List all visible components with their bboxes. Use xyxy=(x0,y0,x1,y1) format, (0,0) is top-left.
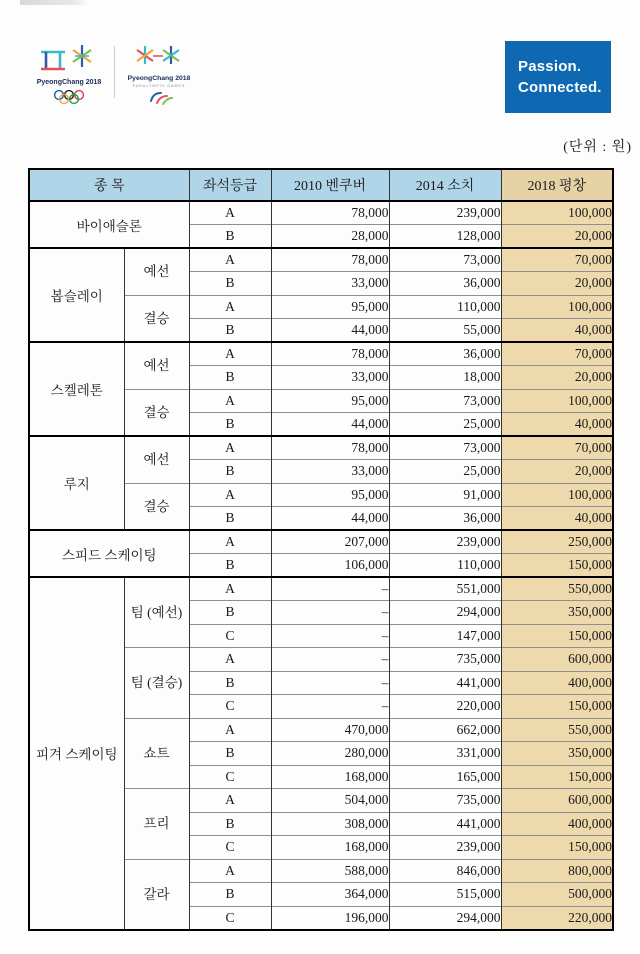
price-2018-cell: 100,000 xyxy=(501,389,613,413)
price-2014-cell: 441,000 xyxy=(389,671,501,695)
grade-cell: B xyxy=(189,413,271,437)
sport-cell: 스피드 스케이팅 xyxy=(29,530,189,577)
price-2018-cell: 150,000 xyxy=(501,836,613,860)
price-2010-cell: 33,000 xyxy=(271,460,389,484)
price-2018-cell: 550,000 xyxy=(501,718,613,742)
section-스켈레톤 xyxy=(29,342,613,436)
price-2014-cell: 25,000 xyxy=(389,460,501,484)
price-2014-cell: 73,000 xyxy=(389,389,501,413)
price-2018-cell: 800,000 xyxy=(501,859,613,883)
section-피겨 스케이팅 xyxy=(29,577,613,930)
grade-cell: A xyxy=(189,577,271,601)
price-2014-cell: 239,000 xyxy=(389,530,501,554)
grade-cell: A xyxy=(189,248,271,272)
price-2010-cell: 106,000 xyxy=(271,554,389,578)
price-2018-cell: 220,000 xyxy=(501,906,613,930)
price-2014-cell: 294,000 xyxy=(389,906,501,930)
price-2018-cell: 550,000 xyxy=(501,577,613,601)
olympic-wordmark-text: PyeongChang 2018 xyxy=(36,79,102,86)
ticket-price-table-wrap xyxy=(28,168,614,931)
price-2018-cell: 100,000 xyxy=(501,483,613,507)
price-2018-cell: 20,000 xyxy=(501,366,613,390)
table-row xyxy=(29,248,613,272)
price-2010-cell: 33,000 xyxy=(271,366,389,390)
pyeongchang-olympic-logo xyxy=(36,42,108,108)
section-바이애슬론 xyxy=(29,201,613,248)
price-2010-cell: 207,000 xyxy=(271,530,389,554)
price-2014-cell: 73,000 xyxy=(389,248,501,272)
price-2018-cell: 40,000 xyxy=(501,413,613,437)
grade-cell: A xyxy=(189,389,271,413)
price-2014-cell: 515,000 xyxy=(389,883,501,907)
price-2010-cell: 95,000 xyxy=(271,483,389,507)
table-row xyxy=(29,201,613,225)
price-2014-cell: 551,000 xyxy=(389,577,501,601)
price-2018-cell: 500,000 xyxy=(501,883,613,907)
price-2010-cell: 78,000 xyxy=(271,248,389,272)
price-2014-cell: 294,000 xyxy=(389,601,501,625)
price-2010-cell: – xyxy=(271,695,389,719)
round-cell: 프리 xyxy=(124,789,189,860)
price-2018-cell: 350,000 xyxy=(501,601,613,625)
price-2018-cell: 350,000 xyxy=(501,742,613,766)
price-2010-cell: – xyxy=(271,671,389,695)
grade-cell: B xyxy=(189,601,271,625)
price-2010-cell: 28,000 xyxy=(271,225,389,249)
price-2018-cell: 400,000 xyxy=(501,671,613,695)
price-2014-cell: 91,000 xyxy=(389,483,501,507)
section-봅슬레이 xyxy=(29,248,613,342)
price-2014-cell: 331,000 xyxy=(389,742,501,766)
price-2018-cell: 20,000 xyxy=(501,460,613,484)
grade-cell: C xyxy=(189,695,271,719)
table-row xyxy=(29,577,613,601)
col-header-1: 좌석등급 xyxy=(189,169,271,201)
sport-cell: 봅슬레이 xyxy=(29,248,124,342)
round-cell: 팀 (결승) xyxy=(124,648,189,719)
grade-cell: A xyxy=(189,483,271,507)
price-2018-cell: 20,000 xyxy=(501,225,613,249)
price-2014-cell: 73,000 xyxy=(389,436,501,460)
round-cell: 결승 xyxy=(124,295,189,342)
price-2010-cell: 504,000 xyxy=(271,789,389,813)
price-2010-cell: 44,000 xyxy=(271,507,389,531)
price-2010-cell: 95,000 xyxy=(271,389,389,413)
olympic-rings-icon xyxy=(55,91,84,104)
price-2014-cell: 239,000 xyxy=(389,836,501,860)
grade-cell: B xyxy=(189,507,271,531)
price-2018-cell: 600,000 xyxy=(501,789,613,813)
round-cell: 결승 xyxy=(124,483,189,530)
grade-cell: B xyxy=(189,883,271,907)
paralympic-figures-icon xyxy=(137,46,179,64)
grade-cell: A xyxy=(189,295,271,319)
grade-cell: B xyxy=(189,319,271,343)
price-2014-cell: 55,000 xyxy=(389,319,501,343)
round-cell: 팀 (예선) xyxy=(124,577,189,648)
grade-cell: A xyxy=(189,859,271,883)
price-2010-cell: 588,000 xyxy=(271,859,389,883)
price-2018-cell: 150,000 xyxy=(501,695,613,719)
snowflake-icon xyxy=(73,45,91,67)
table-row xyxy=(29,530,613,554)
passion-connected-banner xyxy=(505,41,611,113)
grade-cell: C xyxy=(189,836,271,860)
price-2010-cell: – xyxy=(271,624,389,648)
price-2010-cell: 44,000 xyxy=(271,413,389,437)
price-2010-cell: 364,000 xyxy=(271,883,389,907)
passion-line2: Connected. xyxy=(518,79,602,96)
price-2018-cell: 40,000 xyxy=(501,507,613,531)
price-2010-cell: 78,000 xyxy=(271,436,389,460)
grade-cell: B xyxy=(189,671,271,695)
price-2014-cell: 36,000 xyxy=(389,272,501,296)
price-2018-cell: 150,000 xyxy=(501,624,613,648)
col-header-0: 종 목 xyxy=(29,169,189,201)
col-header-4: 2018 평창 xyxy=(501,169,613,201)
ticket-price-table xyxy=(28,168,614,931)
price-2014-cell: 735,000 xyxy=(389,789,501,813)
grade-cell: C xyxy=(189,624,271,648)
price-2010-cell: 168,000 xyxy=(271,765,389,789)
price-2014-cell: 36,000 xyxy=(389,507,501,531)
round-cell: 결승 xyxy=(124,389,189,436)
price-2010-cell: 168,000 xyxy=(271,836,389,860)
grade-cell: A xyxy=(189,201,271,225)
agitos-icon xyxy=(151,93,172,104)
price-2018-cell: 600,000 xyxy=(501,648,613,672)
round-cell: 갈라 xyxy=(124,859,189,930)
pyeongchang-paralympic-logo xyxy=(121,42,197,108)
sport-cell: 스켈레톤 xyxy=(29,342,124,436)
col-header-2: 2010 벤쿠버 xyxy=(271,169,389,201)
price-2014-cell: 220,000 xyxy=(389,695,501,719)
price-2014-cell: 110,000 xyxy=(389,295,501,319)
price-2010-cell: 95,000 xyxy=(271,295,389,319)
price-2010-cell: 33,000 xyxy=(271,272,389,296)
price-2014-cell: 18,000 xyxy=(389,366,501,390)
col-header-3: 2014 소치 xyxy=(389,169,501,201)
price-2018-cell: 400,000 xyxy=(501,812,613,836)
price-2010-cell: – xyxy=(271,601,389,625)
grade-cell: B xyxy=(189,225,271,249)
price-2010-cell: 44,000 xyxy=(271,319,389,343)
grade-cell: A xyxy=(189,436,271,460)
paralympic-subtitle-text: PARALYMPIC GAMES xyxy=(132,84,186,88)
price-2014-cell: 147,000 xyxy=(389,624,501,648)
sport-cell: 바이애슬론 xyxy=(29,201,189,248)
price-2014-cell: 36,000 xyxy=(389,342,501,366)
price-2010-cell: 308,000 xyxy=(271,812,389,836)
price-2010-cell: – xyxy=(271,648,389,672)
price-2018-cell: 100,000 xyxy=(501,295,613,319)
price-2014-cell: 128,000 xyxy=(389,225,501,249)
price-2014-cell: 25,000 xyxy=(389,413,501,437)
price-2010-cell: 470,000 xyxy=(271,718,389,742)
round-cell: 쇼트 xyxy=(124,718,189,789)
price-2018-cell: 70,000 xyxy=(501,342,613,366)
passion-line1: Passion. xyxy=(518,58,582,75)
grade-cell: A xyxy=(189,789,271,813)
grade-cell: A xyxy=(189,342,271,366)
logo-divider xyxy=(114,46,115,98)
unit-label: (단위 : 원) xyxy=(563,140,632,155)
price-2018-cell: 20,000 xyxy=(501,272,613,296)
round-cell: 예선 xyxy=(124,342,189,389)
sport-cell: 피겨 스케이팅 xyxy=(29,577,124,930)
price-2018-cell: 70,000 xyxy=(501,248,613,272)
grade-cell: B xyxy=(189,812,271,836)
price-2014-cell: 735,000 xyxy=(389,648,501,672)
grade-cell: C xyxy=(189,906,271,930)
price-2018-cell: 150,000 xyxy=(501,554,613,578)
price-2018-cell: 70,000 xyxy=(501,436,613,460)
section-루지 xyxy=(29,436,613,530)
table-row xyxy=(29,342,613,366)
scan-artifact xyxy=(20,0,88,5)
grade-cell: B xyxy=(189,272,271,296)
grade-cell: A xyxy=(189,648,271,672)
price-2018-cell: 150,000 xyxy=(501,765,613,789)
price-2014-cell: 110,000 xyxy=(389,554,501,578)
price-2014-cell: 846,000 xyxy=(389,859,501,883)
price-2014-cell: 165,000 xyxy=(389,765,501,789)
grade-cell: C xyxy=(189,765,271,789)
price-2010-cell: – xyxy=(271,577,389,601)
grade-cell: A xyxy=(189,718,271,742)
table-row xyxy=(29,436,613,460)
price-2010-cell: 78,000 xyxy=(271,342,389,366)
price-2010-cell: 78,000 xyxy=(271,201,389,225)
price-2010-cell: 196,000 xyxy=(271,906,389,930)
price-2018-cell: 100,000 xyxy=(501,201,613,225)
round-cell: 예선 xyxy=(124,248,189,295)
round-cell: 예선 xyxy=(124,436,189,483)
paralympic-wordmark-text: PyeongChang 2018 xyxy=(127,75,191,82)
logo-group xyxy=(36,42,197,114)
sport-cell: 루지 xyxy=(29,436,124,530)
price-2014-cell: 441,000 xyxy=(389,812,501,836)
grade-cell: A xyxy=(189,530,271,554)
price-2014-cell: 239,000 xyxy=(389,201,501,225)
grade-cell: B xyxy=(189,554,271,578)
grade-cell: B xyxy=(189,460,271,484)
price-2018-cell: 250,000 xyxy=(501,530,613,554)
price-2014-cell: 662,000 xyxy=(389,718,501,742)
grade-cell: B xyxy=(189,366,271,390)
grade-cell: B xyxy=(189,742,271,766)
price-2010-cell: 280,000 xyxy=(271,742,389,766)
price-2018-cell: 40,000 xyxy=(501,319,613,343)
section-스피드 스케이팅 xyxy=(29,530,613,577)
